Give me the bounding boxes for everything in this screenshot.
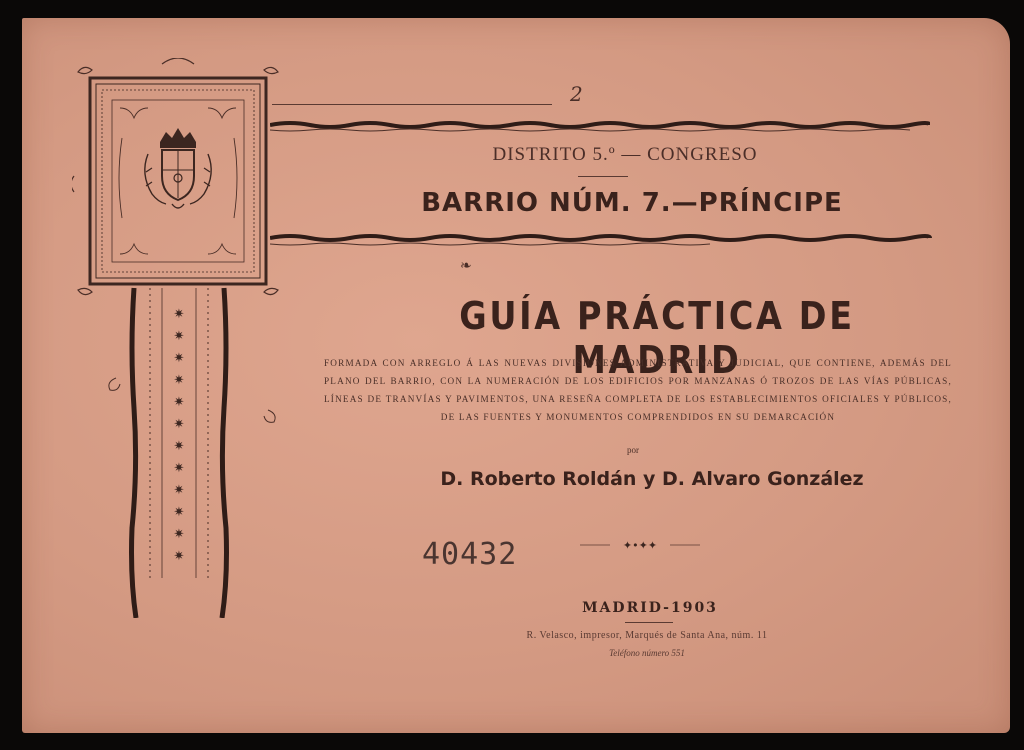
phone-line: Teléfono número 551 — [609, 648, 685, 658]
middle-wavy-rule — [270, 230, 934, 250]
divider-ornament — [580, 538, 700, 552]
neighborhood-heading: BARRIO NÚM. 7.—PRÍNCIPE — [421, 188, 843, 218]
small-ornament-icon: ❧ — [460, 258, 472, 274]
top-wavy-rule — [270, 116, 930, 136]
svg-text:✷: ✷ — [173, 351, 185, 366]
svg-text:✷: ✷ — [173, 373, 185, 388]
svg-text:✦•✦✦: ✦•✦✦ — [622, 539, 658, 552]
district-heading: DISTRITO 5.º — CONGRESO — [492, 144, 758, 165]
page-number: 2 — [570, 82, 583, 106]
svg-text:✷: ✷ — [173, 417, 185, 432]
svg-text:✷: ✷ — [173, 527, 185, 542]
svg-text:✷: ✷ — [173, 461, 185, 476]
svg-text:✷: ✷ — [173, 439, 185, 454]
authors: D. Roberto Roldán y D. Alvaro González — [440, 468, 864, 490]
by-label: por — [627, 445, 639, 455]
description-text: FORMADA CON ARREGLO Á LAS NUEVAS DIVISIONES ADMINISTRATIVA Y JUDICIAL, QUE CONTIENE, ADEMÁS DEL PLANO DEL BARRIO, CON LA NUMERACIÓN DE LOS EDIFICIOS POR MANZANAS Ó TROZOS DE LAS VÍAS PÚBLICAS, LÍNEAS DE TRANVÍAS Y PAVIMENTOS, UNA RESEÑA COMPLETA DE LOS ESTABLECIMIENTOS OFICIALES Y PÚBLICOS, DE LAS FUENTES Y MONUMENTOS COMPRENDIDOS EN SU DEMARCACIÓN — [324, 358, 952, 422]
top-thin-rule — [272, 104, 552, 105]
svg-text:✷: ✷ — [173, 505, 185, 520]
svg-text:✷: ✷ — [173, 395, 185, 410]
svg-text:✷: ✷ — [173, 307, 185, 322]
svg-text:✷: ✷ — [173, 483, 185, 498]
svg-text:✷: ✷ — [173, 549, 185, 564]
printer-line: R. Velasco, impresor, Marqués de Santa Ana, núm. 11 — [526, 630, 768, 641]
city-underline — [625, 622, 673, 623]
main-title: GUÍA PRÁCTICA DE MADRID — [459, 294, 855, 382]
document-page — [22, 18, 1010, 733]
coat-of-arms-icon — [145, 128, 211, 208]
stamp-number: 40432 — [422, 537, 518, 572]
svg-text:✷: ✷ — [173, 329, 185, 344]
city-year: MADRID-1903 — [582, 600, 718, 616]
ornamental-frame — [72, 58, 287, 618]
district-underline — [578, 176, 628, 177]
